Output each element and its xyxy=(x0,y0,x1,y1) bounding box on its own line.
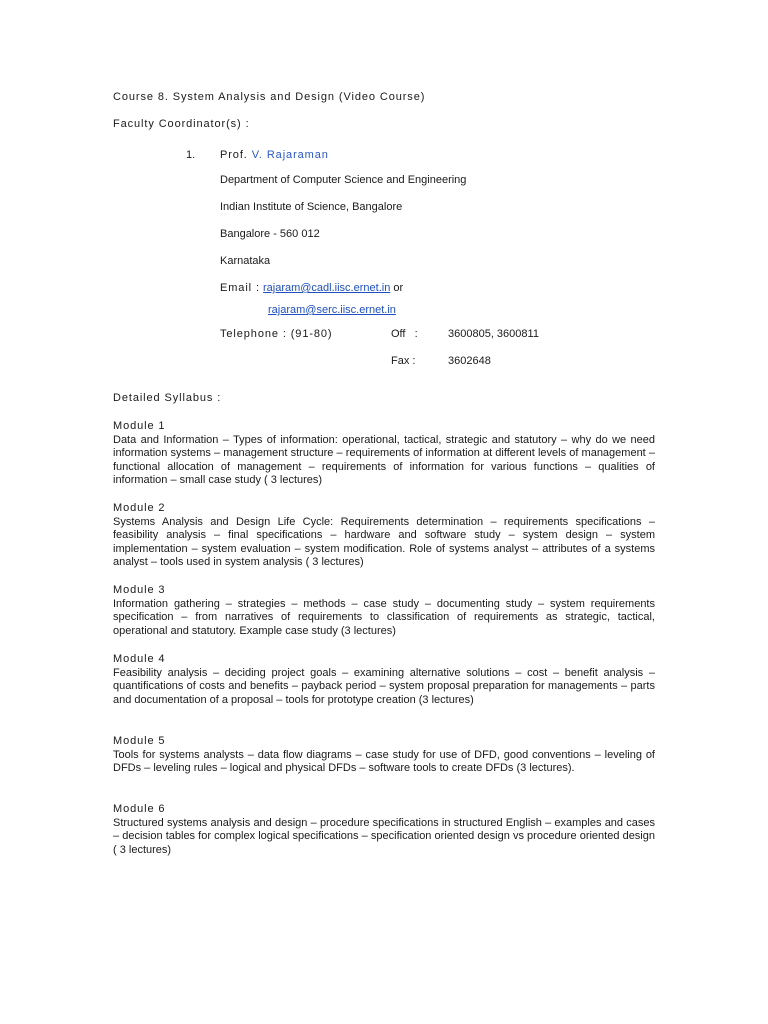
module-4 xyxy=(113,653,655,707)
module-body: Structured systems analysis and design – procedure specifications in structured English – examples and cases – decision tables for complex logical specifications – specification oriented design vs procedure oriented design ( 3 lectures) xyxy=(113,816,655,856)
module-title: Module 5 xyxy=(113,735,166,747)
email-secondary-link[interactable]: rajaram@serc.iisc.ernet.in xyxy=(268,304,396,316)
course-title: Course 8. System Analysis and Design (Video Course) xyxy=(113,91,426,103)
module-title: Module 6 xyxy=(113,803,166,815)
module-2 xyxy=(113,502,655,570)
module-5 xyxy=(113,735,655,776)
email-label: Email : xyxy=(220,282,260,294)
coordinator-department: Department of Computer Science and Engineering xyxy=(220,174,467,186)
faculty-heading: Faculty Coordinator(s) : xyxy=(113,118,250,130)
coordinator-number: 1. xyxy=(186,149,196,161)
email-secondary-line xyxy=(268,304,396,318)
office-label: Off : xyxy=(391,328,418,340)
coordinator-name-line xyxy=(220,149,329,163)
coordinator-institute: Indian Institute of Science, Bangalore xyxy=(220,201,403,213)
module-1 xyxy=(113,420,655,488)
email-line xyxy=(220,282,403,296)
coordinator-state: Karnataka xyxy=(220,255,271,267)
module-title: Module 1 xyxy=(113,420,166,432)
module-title: Module 4 xyxy=(113,653,166,665)
module-body: Tools for systems analysts – data flow diagrams – case study for use of DFD, good conventions – leveling of DFDs – leveling rules – logical and physical DFDs – software tools to create DFDs (3 lectures). xyxy=(113,748,655,775)
module-title: Module 2 xyxy=(113,502,166,514)
coordinator-prefix: Prof. xyxy=(220,149,248,161)
coordinator-city-pin: Bangalore - 560 012 xyxy=(220,228,320,240)
module-body: Systems Analysis and Design Life Cycle: Requirements determination – requirements specifications – feasibility analysis – final specifications – hardware and software study – system design – system implementation – system evaluation – system modification. Role of systems analyst – attributes of a systems analyst – tools used in system analysis ( 3 lectures) xyxy=(113,515,655,569)
module-body: Feasibility analysis – deciding project goals – examining alternative solutions – cost – benefit analysis – quantifications of costs and benefits – payback period – system proposal preparation for managements – parts and documentation of a proposal – tools for prototype creation (3 lectures) xyxy=(113,666,655,706)
module-6 xyxy=(113,803,655,857)
module-body: Data and Information – Types of information: operational, tactical, strategic and statutory – why do we need information systems – management structure – requirements of information at different levels of management – functional allocation of management – requirements of information for various functions – qualities of information – small case study ( 3 lectures) xyxy=(113,433,655,487)
email-primary-link[interactable]: rajaram@cadl.iisc.ernet.in xyxy=(262,282,391,294)
module-body: Information gathering – strategies – methods – case study – documenting study – system requirements specification – from narratives of requirements to classification of requirements as strategic, tactical, operational and statutory. Example case study (3 lectures) xyxy=(113,597,655,637)
office-numbers: 3600805, 3600811 xyxy=(448,328,539,340)
coordinator-name: V. Rajaraman xyxy=(251,149,329,161)
syllabus-heading: Detailed Syllabus : xyxy=(113,392,222,404)
telephone-label: Telephone : (91-80) xyxy=(220,328,333,340)
module-title: Module 3 xyxy=(113,584,166,596)
fax-number: 3602648 xyxy=(448,355,491,367)
email-or: or xyxy=(393,282,404,294)
module-3 xyxy=(113,584,655,638)
fax-label: Fax : xyxy=(391,355,416,367)
